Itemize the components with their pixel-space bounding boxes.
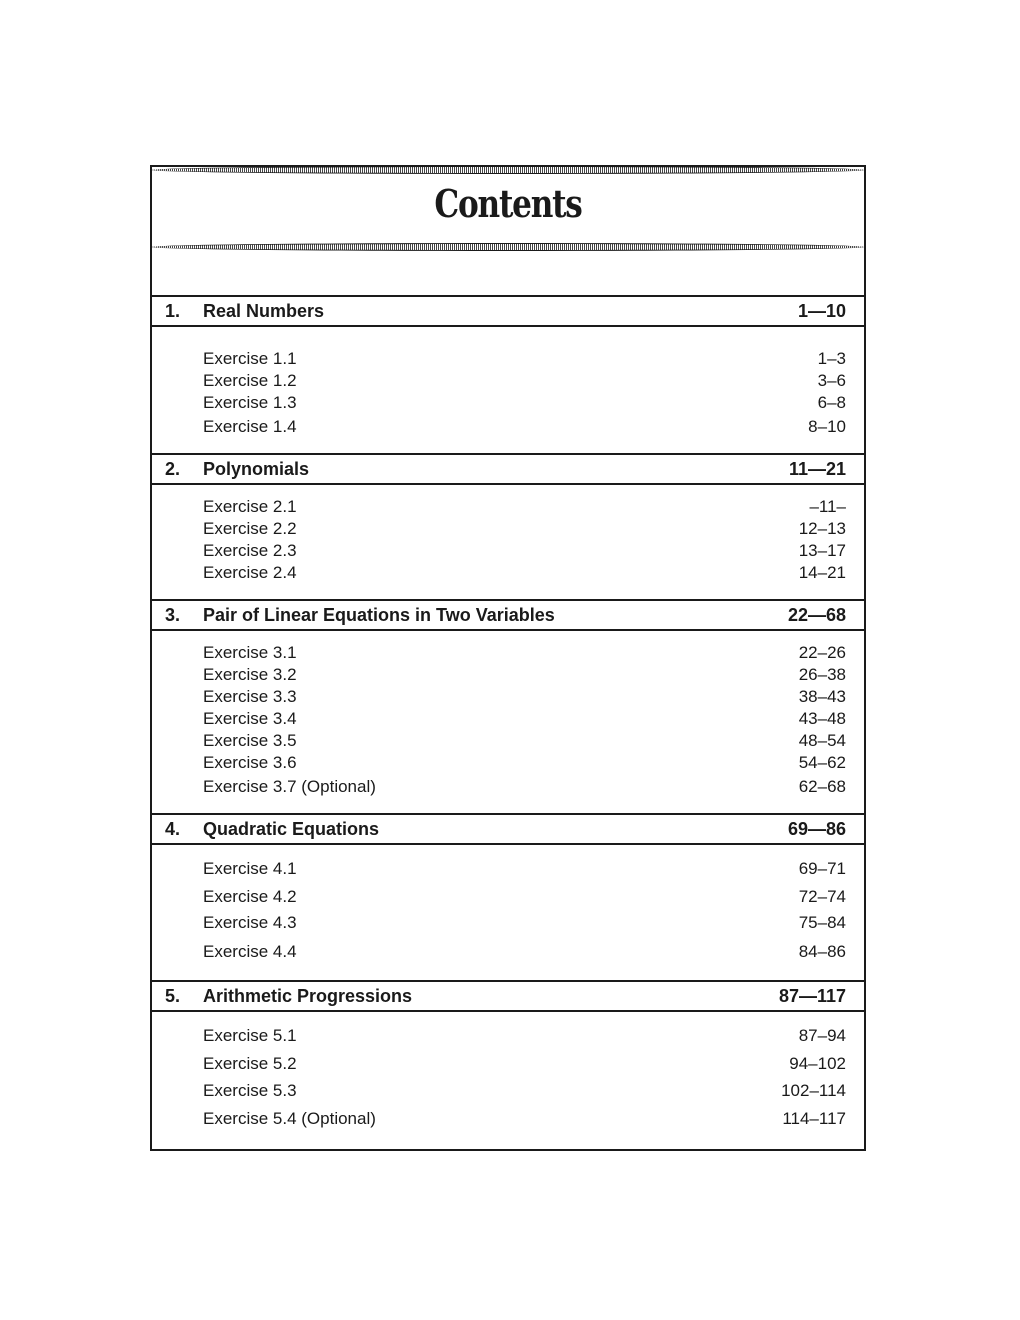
exercise-label: Exercise 2.4 <box>203 563 297 582</box>
chapter-row <box>152 296 864 327</box>
chapter-title: Polynomials <box>203 459 310 479</box>
chapter-title: Quadratic Equations <box>203 819 380 839</box>
chapter-title: Pair of Linear Equations in Two Variables <box>203 605 555 625</box>
exercise-row <box>152 708 864 730</box>
exercise-pages: 69–71 <box>798 859 846 878</box>
exercise-label: Exercise 5.4 (Optional) <box>203 1109 376 1128</box>
chapter-pages: 22—68 <box>787 605 846 625</box>
exercise-label: Exercise 3.3 <box>203 687 297 706</box>
exercise-pages: 8–10 <box>808 417 846 436</box>
exercise-row <box>152 348 864 370</box>
exercise-row <box>152 941 864 963</box>
exercise-label: Exercise 4.2 <box>203 887 297 906</box>
exercise-pages: 114–117 <box>782 1109 846 1128</box>
exercise-row <box>152 1108 864 1130</box>
exercise-row <box>152 642 864 664</box>
page-title: Contents <box>434 181 582 226</box>
exercise-label: Exercise 4.3 <box>203 913 297 932</box>
exercise-label: Exercise 1.2 <box>203 371 297 390</box>
chapter-row <box>152 814 864 845</box>
decorative-rule-bottom <box>152 243 864 251</box>
exercise-pages: 22–26 <box>798 643 846 662</box>
chapter-divider <box>152 843 864 845</box>
exercise-row <box>152 1080 864 1102</box>
exercise-label: Exercise 2.1 <box>203 497 297 516</box>
exercise-label: Exercise 3.6 <box>203 753 297 772</box>
chapter-number: 3. <box>165 605 181 625</box>
exercise-row <box>152 886 864 908</box>
exercise-label: Exercise 3.5 <box>203 731 297 750</box>
exercise-row <box>152 664 864 686</box>
chapter-divider <box>152 1010 864 1012</box>
exercise-label: Exercise 3.2 <box>203 665 297 684</box>
exercise-label: Exercise 5.3 <box>203 1081 297 1100</box>
exercise-pages: 72–74 <box>798 887 846 906</box>
chapter-divider <box>152 325 864 327</box>
chapter-divider <box>152 629 864 631</box>
exercise-label: Exercise 1.3 <box>203 393 297 412</box>
chapter-pages: 87—117 <box>778 986 846 1006</box>
exercise-pages: 3–6 <box>817 371 846 390</box>
exercise-label: Exercise 3.7 (Optional) <box>203 777 376 796</box>
exercise-row <box>152 518 864 540</box>
chapter-divider <box>152 483 864 485</box>
exercise-row <box>152 540 864 562</box>
contents-box <box>150 165 866 1151</box>
exercise-pages: 75–84 <box>798 913 846 932</box>
exercise-label: Exercise 1.4 <box>203 417 297 436</box>
chapter-pages: 11—21 <box>788 459 846 479</box>
chapter-pages: 1—10 <box>797 301 846 321</box>
exercise-pages: 102–114 <box>781 1081 846 1100</box>
exercise-row <box>152 1025 864 1047</box>
exercise-pages: 14–21 <box>798 563 846 582</box>
exercise-row <box>152 562 864 584</box>
exercise-pages: 43–48 <box>798 709 846 728</box>
exercise-pages: 84–86 <box>798 942 846 961</box>
exercise-label: Exercise 5.2 <box>203 1054 297 1073</box>
exercise-pages: 6–8 <box>817 393 846 412</box>
exercise-label: Exercise 1.1 <box>203 349 297 368</box>
exercise-pages: 13–17 <box>798 541 846 560</box>
exercise-row <box>152 752 864 774</box>
exercise-label: Exercise 4.4 <box>203 942 297 961</box>
exercise-pages: 1–3 <box>817 349 846 368</box>
exercise-row <box>152 912 864 934</box>
exercise-row <box>152 496 864 518</box>
exercise-pages: 38–43 <box>798 687 846 706</box>
exercise-label: Exercise 2.3 <box>203 541 297 560</box>
exercise-row <box>152 370 864 392</box>
exercise-label: Exercise 3.4 <box>203 709 297 728</box>
exercise-label: Exercise 3.1 <box>203 643 297 662</box>
exercise-label: Exercise 2.2 <box>203 519 297 538</box>
chapter-row <box>152 600 864 631</box>
exercise-pages: 54–62 <box>798 753 846 772</box>
exercise-pages: 87–94 <box>798 1026 846 1045</box>
chapter-title: Real Numbers <box>203 301 325 321</box>
chapter-number: 1. <box>165 301 181 321</box>
chapter-pages: 69—86 <box>787 819 846 839</box>
exercise-row <box>152 416 864 438</box>
chapter-row <box>152 981 864 1012</box>
exercise-row <box>152 858 864 880</box>
exercise-row <box>152 1053 864 1075</box>
exercise-row <box>152 392 864 414</box>
chapter-title: Arithmetic Progressions <box>203 986 413 1006</box>
exercise-row <box>152 776 864 798</box>
chapter-number: 5. <box>165 986 181 1006</box>
exercise-pages: 48–54 <box>798 731 846 750</box>
exercise-pages: 62–68 <box>798 777 846 796</box>
exercise-label: Exercise 5.1 <box>203 1026 297 1045</box>
exercise-pages: 94–102 <box>789 1054 846 1073</box>
exercise-label: Exercise 4.1 <box>203 859 297 878</box>
decorative-rule-top <box>152 166 864 174</box>
chapter-number: 4. <box>165 819 181 839</box>
exercise-row <box>152 686 864 708</box>
chapter-row <box>152 454 864 485</box>
exercise-row <box>152 730 864 752</box>
exercise-pages: 12–13 <box>798 519 846 538</box>
chapter-number: 2. <box>165 459 181 479</box>
exercise-pages: 26–38 <box>798 665 846 684</box>
exercise-pages: –11– <box>809 497 846 516</box>
